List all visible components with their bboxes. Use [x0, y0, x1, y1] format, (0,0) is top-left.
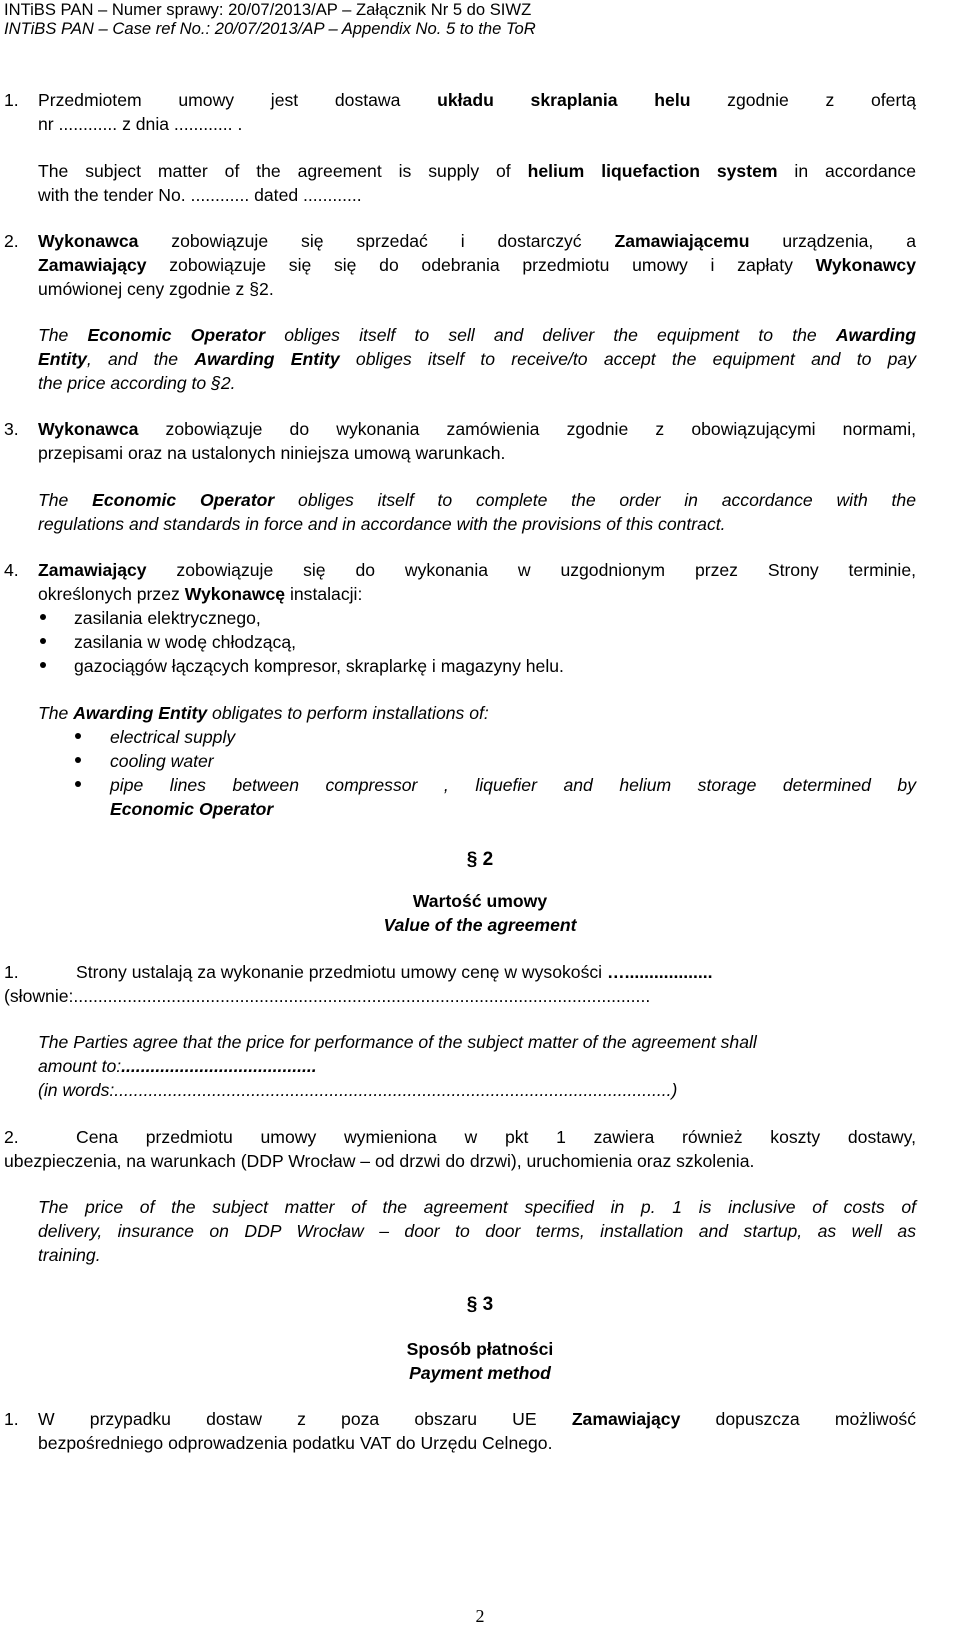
- section-sign: § 2: [466, 849, 494, 870]
- list-item: pipe lines between compressor , liquefier and helium storage determined by: [110, 775, 916, 795]
- section-title-pl: Wartość umowy: [412, 891, 548, 911]
- section-title-en: Value of the agreement: [383, 915, 577, 935]
- payment-pl-line1: W przypadku dostaw z poza obszaru UE Zamawiający dopuszcza możliwość: [38, 1409, 916, 1429]
- bullet-icon: [40, 614, 46, 620]
- bullet-icon: [75, 781, 81, 787]
- section-title-en: Payment method: [409, 1363, 551, 1383]
- paragraph-1-pl-line1: Przedmiotem umowy jest dostawa układu skraplania helu zgodnie z ofertą: [38, 90, 916, 110]
- price-pl-line2: ubezpieczenia, na warunkach (DDP Wrocław – od drzwi do drzwi), uruchomienia oraz szkolenia.: [4, 1151, 755, 1171]
- item-number: 2.: [4, 231, 19, 251]
- list-item: gazociągów łączących kompresor, skraplarkę i magazyny helu.: [74, 656, 564, 676]
- value-en-line2: amount to:........................................: [38, 1056, 317, 1076]
- paragraph-2-en-line1: The Economic Operator obliges itself to sell and deliver the equipment to the Awarding: [38, 325, 916, 345]
- item-number: 1.: [4, 962, 19, 982]
- paragraph-3-en-line2: regulations and standards in force and in accordance with the provisions of this contract.: [38, 514, 726, 534]
- list-item: electrical supply: [110, 727, 236, 747]
- price-en-line3: training.: [38, 1245, 101, 1265]
- paragraph-4-pl-line1: Zamawiający zobowiązuje się do wykonania w uzgodnionym przez Strony terminie,: [38, 560, 916, 580]
- item-number: 4.: [4, 560, 19, 580]
- paragraph-1-en-line1: The subject matter of the agreement is supply of helium liquefaction system in accordance: [38, 161, 916, 181]
- item-number: 1.: [4, 90, 19, 110]
- bullet-icon: [40, 662, 46, 668]
- header-line-english: INTiBS PAN – Case ref No.: 20/07/2013/AP – Appendix No. 5 to the ToR: [4, 19, 536, 38]
- paragraph-2-en-line2: Entity, and the Awarding Entity obliges itself to receive/to accept the equipment and to pay: [38, 349, 916, 369]
- list-item: cooling water: [110, 751, 214, 771]
- value-pl-line1: Strony ustalają za wykonanie przedmiotu umowy cenę w wysokości …..................: [76, 962, 713, 982]
- item-number: 1.: [4, 1409, 19, 1429]
- item-number: 3.: [4, 419, 19, 439]
- paragraph-2-pl-line1: Wykonawca zobowiązuje się sprzedać i dostarczyć Zamawiającemu urządzenia, a: [38, 231, 916, 251]
- paragraph-1-pl-line2: nr ............ z dnia ............ .: [38, 114, 243, 134]
- paragraph-3-pl-line2: przepisami oraz na ustalonych niniejsza umową warunkach.: [38, 443, 506, 463]
- item-number: 2.: [4, 1127, 19, 1147]
- paragraph-3-pl-line1: Wykonawca zobowiązuje do wykonania zamówienia zgodnie z obowiązującymi normami,: [38, 419, 916, 439]
- bullet-icon: [75, 757, 81, 763]
- paragraph-1-en-line2: with the tender No. ............ dated ............: [38, 185, 362, 205]
- list-item-continuation: Economic Operator: [110, 799, 274, 819]
- paragraph-4-pl-line2: określonych przez Wykonawcę instalacji:: [38, 584, 363, 604]
- section-title-pl: Sposób płatności: [406, 1339, 554, 1359]
- page-number: 2: [475, 1606, 485, 1626]
- paragraph-3-en-line1: The Economic Operator obliges itself to complete the order in accordance with the: [38, 490, 916, 510]
- payment-pl-line2: bezpośredniego odprowadzenia podatku VAT do Urzędu Celnego.: [38, 1433, 553, 1453]
- list-item: zasilania w wodę chłodzącą,: [74, 632, 297, 652]
- value-en-line1: The Parties agree that the price for performance of the subject matter of the agreement shall: [38, 1032, 757, 1052]
- list-item: zasilania elektrycznego,: [74, 608, 261, 628]
- value-pl-line2: (słownie:......................................................................................................................: [4, 986, 651, 1006]
- paragraph-2-pl-line3: umówionej ceny zgodnie z §2.: [38, 279, 274, 299]
- paragraph-2-pl-line2: Zamawiający zobowiązuje się się do odebrania przedmiotu umowy i zapłaty Wykonawcy: [38, 255, 916, 275]
- paragraph-2-en-line3: the price according to §2.: [38, 373, 236, 393]
- bullet-icon: [75, 733, 81, 739]
- price-pl-line1: Cena przedmiotu umowy wymieniona w pkt 1 zawiera również koszty dostawy,: [76, 1127, 916, 1147]
- value-en-line3: (in words:..................................................................................................................): [38, 1080, 678, 1100]
- section-sign: § 3: [466, 1294, 494, 1315]
- bullet-icon: [40, 638, 46, 644]
- header-line-polish: INTiBS PAN – Numer sprawy: 20/07/2013/AP – Załącznik Nr 5 do SIWZ: [4, 0, 532, 19]
- price-en-line1: The price of the subject matter of the agreement specified in p. 1 is inclusive of costs of: [38, 1197, 916, 1217]
- paragraph-4-en-line1: The Awarding Entity obligates to perform installations of:: [38, 703, 489, 723]
- price-en-line2: delivery, insurance on DDP Wrocław – door to door terms, installation and startup, as well as: [38, 1221, 916, 1241]
